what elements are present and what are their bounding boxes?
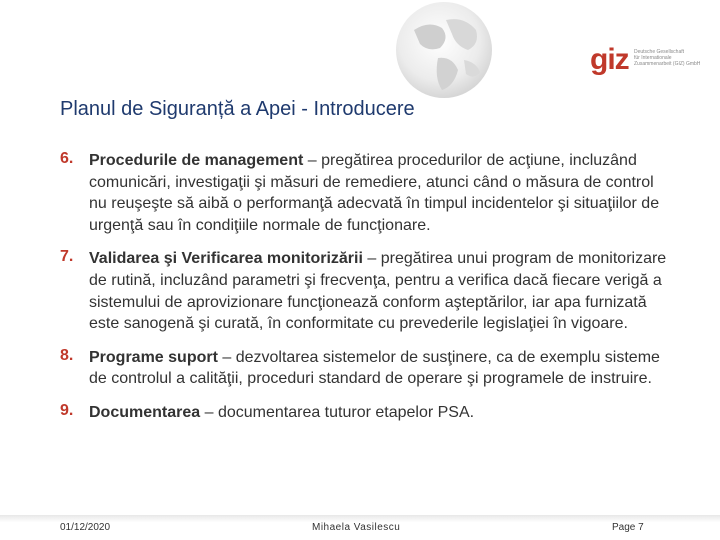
item-text [89, 150, 670, 236]
footer-page-number: Page 7 [612, 522, 644, 533]
giz-logo [590, 44, 700, 80]
item-term: Procedurile de management [89, 152, 304, 169]
item-text [89, 347, 670, 390]
footer-author: Mihaela Vasilescu [312, 522, 401, 533]
item-number: 7. [60, 248, 74, 266]
item-term: Validarea şi Verificarea monitorizării [89, 250, 363, 268]
logo-mark: giz [590, 43, 629, 76]
item-desc: – dezvoltarea sistemelor de susţinere, ca de exemplu sisteme de controlul a calităţii, proceduri standard de operare şi programele de instruire. [89, 348, 660, 388]
logo-line: für Internationale [634, 55, 672, 61]
slide-footer [0, 515, 720, 540]
content-list [60, 150, 670, 436]
item-term: Documentarea [89, 403, 201, 421]
item-term: Programe suport [89, 348, 218, 366]
logo-line: Zusammenarbeit (GIZ) GmbH [634, 61, 701, 67]
item-desc: – pregătirea procedurilor de acţiune, incluzând comunicări, investigaţii şi măsuri de remediere, atunci când o măsura de control nu reuşeşte să aibă o performanţă adecvată în timpul incidentelor şi situaţiilor de urgenţă sau în condiţiile normale de funcţionare. [89, 152, 660, 234]
list-item [60, 248, 670, 334]
globe-image [384, 0, 504, 112]
footer-date: 01/12/2020 [60, 522, 111, 533]
item-number: 9. [60, 401, 74, 419]
item-desc: – documentarea tuturor etapelor PSA. [200, 403, 475, 421]
logo-text [634, 49, 704, 67]
item-number: 8. [60, 346, 74, 364]
list-item [60, 347, 670, 390]
list-item [60, 150, 670, 236]
item-desc: – pregătirea unui program de monitorizare de rutină, incluzând parametri şi frecvenţa, pentru a verifica dacă fiecare verigă a sistemului de aprovizionare funcţionează conform aşteptărilor, iar apa furnizată este sanogenă şi curată, în conformitate cu prevederile legislaţiei în vigoare. [89, 250, 667, 333]
item-text [89, 402, 670, 424]
item-text [89, 248, 670, 334]
list-item [60, 402, 670, 424]
slide-title: Planul de Siguranță a Apei - Introducere [60, 98, 415, 120]
item-number: 6. [60, 150, 74, 167]
logo-line: Deutsche Gesellschaft [634, 49, 685, 55]
